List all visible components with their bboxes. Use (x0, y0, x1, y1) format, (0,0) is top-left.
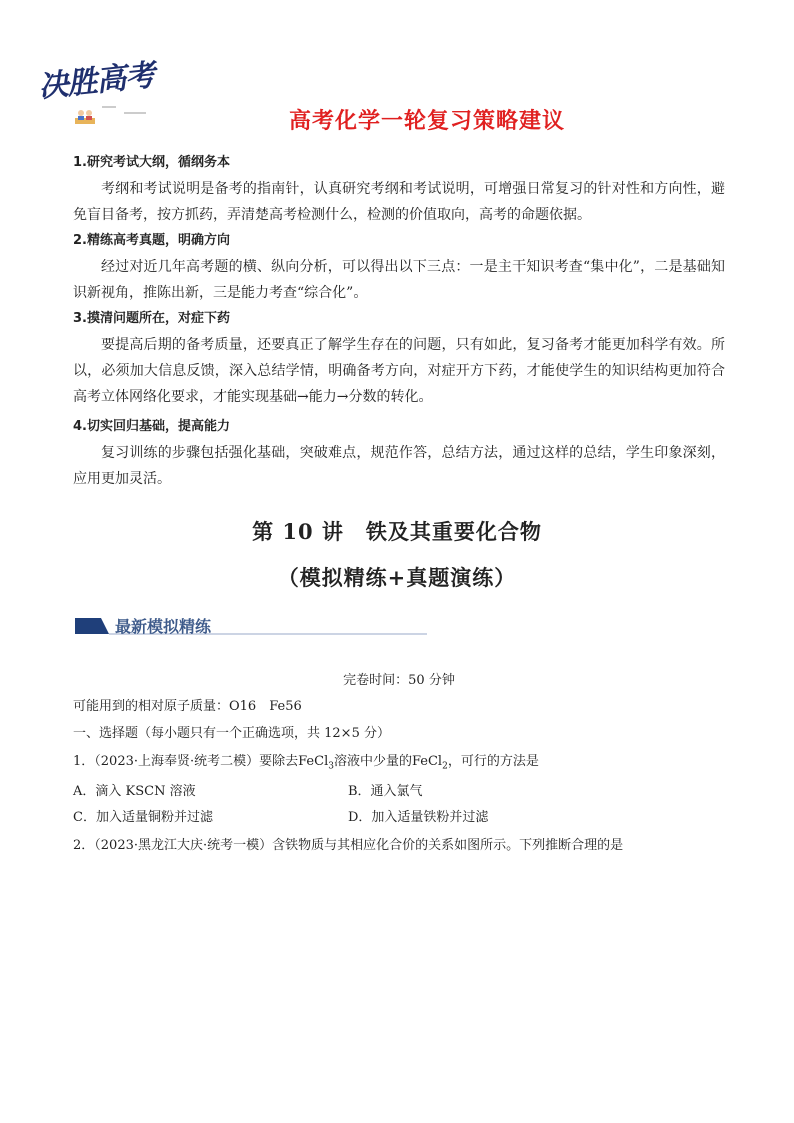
strategy-heading: 4.切实回归基础，提高能力 (73, 419, 230, 434)
section-title: 一、选择题（每小题只有一个正确选项，共 12×5 分） (73, 726, 390, 741)
exam-time: 完卷时间：50 分钟 (343, 673, 455, 688)
atomic-mass-note: 可能用到的相对原子质量：O16 Fe56 (73, 699, 302, 714)
strategy-text: 要提高后期的备考质量，还要真正了解学生存在的问题，只有如此，复习备考才能更加科学有效。所以，必须加大信息反馈，深入总结学情，明确备考方向，对症开方下药，才能使学生的知识结构更加符合高考立体网络化要求，才能实现基础→能力→分数的转化。 (73, 337, 725, 405)
option-c: C．加入适量铜粉并过滤 (73, 810, 213, 825)
strategy-heading: 1.研究考试大纲，循纲务本 (73, 155, 230, 170)
strategy-text: 经过对近几年高考题的横、纵向分析，可以得出以下三点：一是主干知识考查“集中化”，二是基础知识新视角，推陈出新，三是能力考查“综合化”。 (73, 259, 725, 301)
option-d: D．加入适量铁粉并过滤 (348, 810, 489, 825)
strategy-text: 复习训练的步骤包括强化基础，突破难点，规范作答，总结方法，通过这样的总结，学生印象深刻，应用更加灵活。 (73, 445, 725, 487)
main-title: 高考化学一轮复习策略建议 (288, 109, 565, 134)
option-a: A．滴入 KSCN 溶液 (73, 784, 196, 799)
strategy-section-1 (73, 150, 725, 228)
logo-text: 决胜高考 (36, 58, 156, 105)
formula-fecl3: FeCl$_3$ (298, 754, 334, 772)
option-b: B．通入氯气 (348, 784, 423, 799)
strategy-heading: 3.摸清问题所在，对症下药 (73, 311, 230, 326)
question-2: 2．（2023·黑龙江大庆·统考一模）含铁物质与其相应化合价的关系如图所示。下列推断合理的是 (73, 838, 624, 853)
chapter-subtitle: （模拟精练+真题演练） (277, 565, 517, 590)
banner-label: 最新模拟精练 (115, 617, 212, 636)
chapter-title: 第 10 讲 铁及其重要化合物 (252, 519, 542, 544)
section-banner (75, 614, 427, 638)
formula-fecl2: FeCl$_2$ (411, 754, 448, 772)
strategy-text: 考纲和考试说明是备考的指南针，认真研究考纲和考试说明，可增强日常复习的针对性和方向性，避免盲目备考，按方抓药，弄清楚高考检测什么，检测的价值取向，高考的命题依据。 (73, 181, 725, 223)
strategy-section-4 (73, 414, 725, 492)
strategy-section-3 (73, 306, 725, 410)
strategy-heading: 2.精练高考真题，明确方向 (73, 233, 230, 248)
question-1: 1．（2023·上海奉贤·统考二模）要除去FeCl$_3$溶液中少量的FeCl$_2$，可行的方法是 (73, 754, 539, 772)
strategy-section-2 (73, 228, 725, 306)
